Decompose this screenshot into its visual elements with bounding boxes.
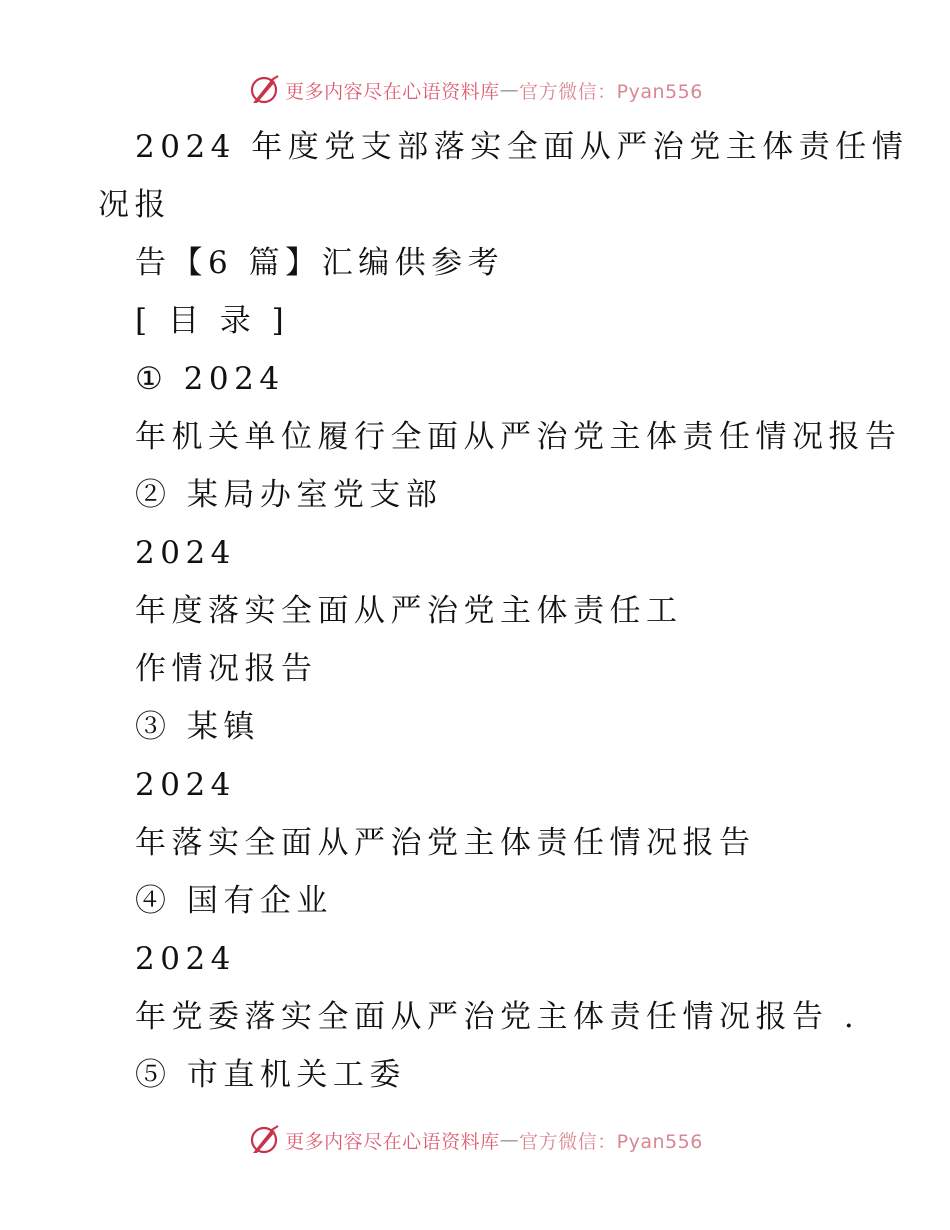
toc-item: ⑤ 市直机关工委 bbox=[135, 1057, 406, 1093]
toc-item: 2024 bbox=[135, 767, 236, 803]
toc-heading: [ 目 录 ] bbox=[135, 303, 290, 339]
toc-item: 年党委落实全面从严治党主体责任情况报告 . bbox=[135, 999, 860, 1035]
quill-logo-icon bbox=[247, 73, 281, 107]
toc-item: ① 2024 bbox=[135, 361, 285, 397]
toc-item: ④ 国有企业 bbox=[135, 883, 333, 919]
quill-logo-icon bbox=[247, 1123, 281, 1157]
watermark-separator: — bbox=[499, 79, 520, 101]
footer-watermark bbox=[0, 1122, 950, 1158]
toc-item: 作情况报告 bbox=[135, 651, 318, 687]
toc-item: ② 某局办室党支部 bbox=[135, 477, 443, 513]
watermark-wechat: 官方微信：Pyan556 bbox=[519, 80, 703, 103]
watermark-separator: — bbox=[499, 1129, 520, 1151]
watermark-brand: 更多内容尽在心语资料库 bbox=[285, 1130, 500, 1153]
doc-title-line-1: 2024 年度党支部落实全面从严治党主体责任情 bbox=[135, 129, 909, 165]
watermark-wechat: 官方微信：Pyan556 bbox=[519, 1130, 703, 1153]
watermark-brand: 更多内容尽在心语资料库 bbox=[285, 80, 500, 103]
toc-item: 2024 bbox=[135, 535, 236, 571]
doc-title-line-2: 况报 bbox=[98, 187, 171, 223]
toc-item: ③ 某镇 bbox=[135, 709, 260, 745]
toc-item: 年度落实全面从严治党主体责任工 bbox=[135, 593, 683, 629]
toc-item: 年落实全面从严治党主体责任情况报告 bbox=[135, 825, 756, 861]
header-watermark bbox=[0, 72, 950, 108]
toc-item: 年机关单位履行全面从严治党主体责任情况报告 bbox=[135, 419, 902, 455]
toc-item: 2024 bbox=[135, 941, 236, 977]
doc-title-line-3: 告【6 篇】汇编供参考 bbox=[135, 245, 505, 281]
